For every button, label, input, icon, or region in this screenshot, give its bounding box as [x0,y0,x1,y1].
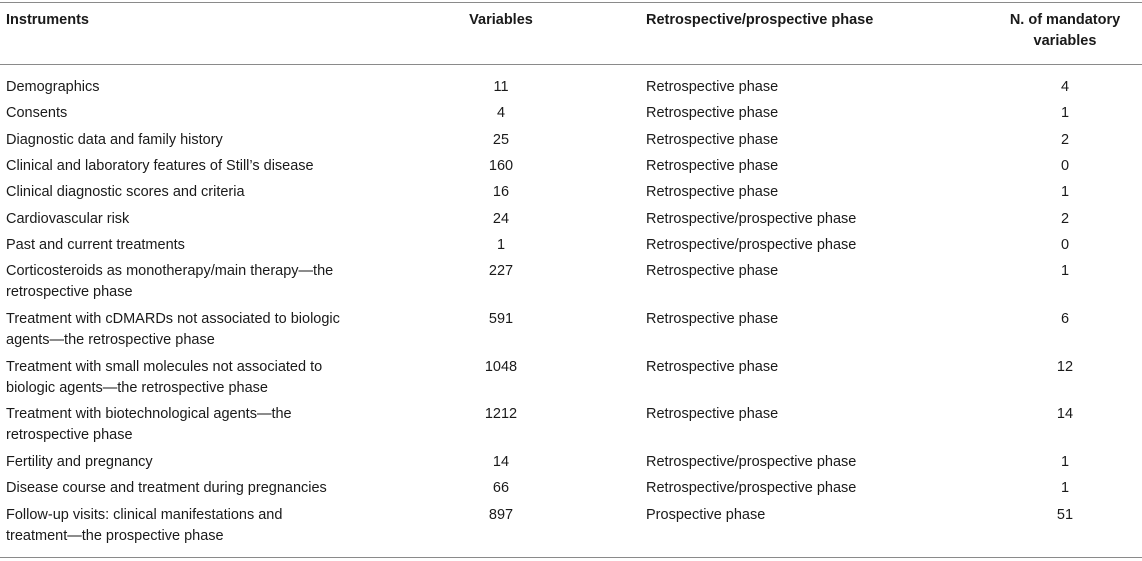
cell-instrument-line: Demographics [6,79,100,95]
cell-instrument-line: Treatment with cDMARDs not associated to biologic [6,310,340,327]
cell-phase: Retrospective phase [646,105,779,122]
cell-instrument-line: Treatment with biotechnological agents—the [6,406,292,423]
cell-mandatory: 12 [1056,358,1074,375]
cell-instrument-line: Consents [6,105,68,122]
cell-mandatory: 0 [1060,157,1070,174]
cell-instrument [6,309,436,351]
cell-instrument-line: Treatment with small molecules not associated to [6,358,323,375]
cell-mandatory: 0 [1060,236,1070,253]
cell-mandatory: 1 [1060,105,1070,122]
cell-instrument-line: agents—the retrospective phase [6,331,215,348]
header-instruments: Instruments [6,12,89,28]
cell-instrument [6,235,436,256]
cell-instrument-line: treatment—the prospective phase [6,527,224,544]
cell-mandatory: 1 [1060,453,1070,470]
cell-phase: Retrospective phase [646,131,779,148]
cell-instrument [6,103,436,124]
cell-phase: Retrospective phase [646,79,779,95]
cell-instrument-line: Cardiovascular risk [6,210,130,227]
cell-instrument-line: retrospective phase [6,284,133,301]
cell-mandatory: 1 [1060,263,1070,280]
cell-instrument-line: Past and current treatments [6,236,185,253]
cell-instrument-line: biologic agents—the retrospective phase [6,379,268,396]
cell-variables: 1048 [484,358,518,375]
cell-mandatory: 1 [1060,184,1070,201]
cell-phase: Retrospective phase [646,310,779,327]
cell-mandatory: 14 [1056,406,1074,423]
cell-instrument [6,182,436,203]
cell-variables: 897 [488,506,514,523]
cell-phase: Prospective phase [646,506,766,523]
cell-mandatory: 2 [1060,210,1070,227]
cell-instrument [6,77,436,98]
cell-variables: 4 [496,105,506,122]
cell-instrument [6,130,436,151]
cell-variables: 227 [488,263,514,280]
cell-variables: 66 [492,480,510,497]
table-bottom-rule [0,557,1142,558]
header-mandatory-line2: variables [1033,33,1097,49]
cell-variables: 1 [496,236,506,253]
cell-instrument [6,357,436,399]
cell-phase: Retrospective phase [646,184,779,201]
cell-instrument-line: retrospective phase [6,427,133,444]
cell-instrument [6,478,436,499]
cell-instrument [6,209,436,230]
cell-phase: Retrospective/prospective phase [646,453,857,470]
cell-instrument [6,261,436,303]
cell-phase: Retrospective/prospective phase [646,480,857,497]
cell-instrument-line: Clinical diagnostic scores and criteria [6,184,245,201]
cell-variables: 1212 [484,406,518,423]
cell-instrument-line: Follow-up visits: clinical manifestations and [6,506,283,523]
cell-variables: 11 [493,79,509,95]
cell-instrument [6,452,436,473]
cell-mandatory: 6 [1060,310,1070,327]
cell-variables: 24 [492,210,510,227]
cell-instrument [6,404,436,446]
cell-mandatory: 4 [1060,79,1070,95]
cell-instrument-line: Clinical and laboratory features of Still’s disease [6,157,314,174]
header-phase: Retrospective/prospective phase [646,12,874,28]
cell-phase: Retrospective phase [646,263,779,280]
cell-instrument-line: Diagnostic data and family history [6,131,223,148]
cell-mandatory: 1 [1060,480,1070,497]
cell-phase: Retrospective/prospective phase [646,236,857,253]
header-variables: Variables [469,12,533,28]
cell-instrument-line: Fertility and pregnancy [6,453,153,470]
table-header-rule [0,64,1142,65]
cell-mandatory: 51 [1056,506,1074,523]
cell-phase: Retrospective phase [646,406,779,423]
cell-variables: 591 [488,310,514,327]
header-mandatory-line1: N. of mandatory [1009,12,1121,28]
header-mandatory [990,10,1140,52]
cell-instrument [6,505,436,547]
cell-instrument [6,156,436,177]
cell-phase: Retrospective phase [646,157,779,174]
cell-instrument-line: Disease course and treatment during pregnancies [6,480,327,497]
cell-variables: 25 [492,131,510,148]
cell-mandatory: 2 [1060,131,1070,148]
cell-variables: 16 [492,184,510,201]
cell-variables: 160 [488,157,514,174]
table-top-rule [0,2,1142,3]
cell-instrument-line: Corticosteroids as monotherapy/main therapy—the [6,263,334,280]
cell-phase: Retrospective/prospective phase [646,210,857,227]
cell-phase: Retrospective phase [646,358,779,375]
cell-variables: 14 [492,453,510,470]
